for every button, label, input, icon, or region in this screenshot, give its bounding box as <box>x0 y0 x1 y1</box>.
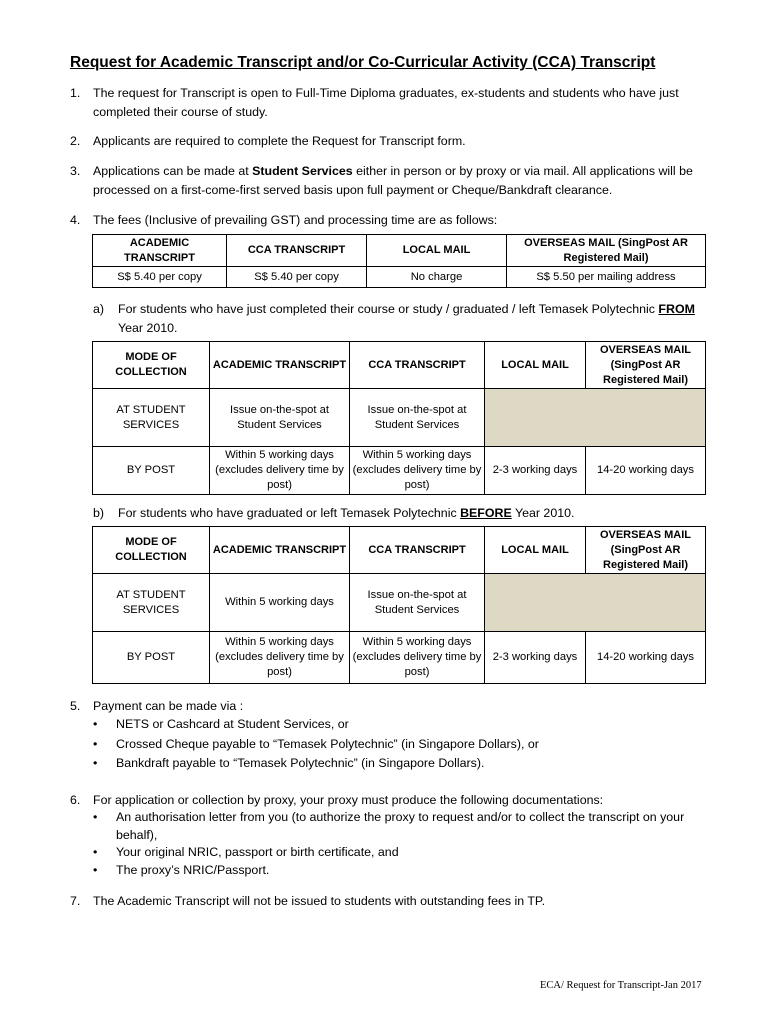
table-cell: BY POST <box>93 632 210 684</box>
header-overseas-mail: OVERSEAS MAIL (SingPost AR Registered Mail) <box>586 342 706 389</box>
list-item: • Bankdraft payable to “Temasek Polytechnic” (in Singapore Dollars). <box>93 755 713 773</box>
table-cell: 14-20 working days <box>586 632 706 684</box>
table-cell: 2-3 working days <box>485 632 586 684</box>
item-number: 7. <box>70 894 81 908</box>
header-cca-transcript: CCA TRANSCRIPT <box>227 235 367 267</box>
header-mode-of-collection: MODE OF COLLECTION <box>93 342 210 389</box>
item-text: Applicants are required to complete the Request for Transcript form. <box>93 134 466 148</box>
header-academic-transcript: ACADEMIC TRANSCRIPT <box>210 527 350 574</box>
header-local-mail: LOCAL MAIL <box>485 342 586 389</box>
table-row <box>93 632 706 684</box>
shaded-cell <box>485 389 706 447</box>
page-title: Request for Academic Transcript and/or Co-Curricular Activity (CCA) Transcript <box>70 54 656 71</box>
header-local-mail: LOCAL MAIL <box>367 235 507 267</box>
header-overseas-mail: OVERSEAS MAIL (SingPost AR Registered Mail) <box>586 527 706 574</box>
table-cell: No charge <box>367 267 507 288</box>
table-cell: Within 5 working days (excludes delivery time by post) <box>350 632 485 684</box>
table-cell: Within 5 working days (excludes delivery time by post) <box>210 447 350 495</box>
proxy-documents-list <box>93 809 713 879</box>
table-row <box>93 447 706 495</box>
item-number: 6. <box>70 793 81 807</box>
item-text: The Academic Transcript will not be issued to students with outstanding fees in TP. <box>93 894 546 908</box>
table-cell: BY POST <box>93 447 210 495</box>
table-cell: S$ 5.40 per copy <box>93 267 227 288</box>
page-footer: ECA/ Request for Transcript-Jan 2017 <box>540 980 702 991</box>
table-cell: S$ 5.50 per mailing address <box>507 267 706 288</box>
header-academic-transcript: ACADEMIC TRANSCRIPT <box>93 235 227 267</box>
sub-item-letter: b) <box>93 506 105 520</box>
list-item: • NETS or Cashcard at Student Services, or <box>93 716 713 734</box>
list-item-7 <box>70 892 710 911</box>
before-emphasis: BEFORE <box>460 506 512 520</box>
sub-item-b <box>93 504 713 523</box>
item-number: 5. <box>70 699 81 713</box>
table-cell: AT STUDENT SERVICES <box>93 574 210 632</box>
header-academic-transcript: ACADEMIC TRANSCRIPT <box>210 342 350 389</box>
collection-table-before-2010 <box>92 526 706 684</box>
table-row <box>93 574 706 632</box>
from-emphasis: FROM <box>658 302 695 316</box>
table-cell: Issue on-the-spot at Student Services <box>350 574 485 632</box>
sub-item-letter: a) <box>93 302 105 316</box>
student-services-emphasis: Student Services <box>252 164 353 178</box>
table-cell: Within 5 working days <box>210 574 350 632</box>
list-item: • The proxy’s NRIC/Passport. <box>93 862 713 880</box>
item-text: For application or collection by proxy, your proxy must produce the following documentations: <box>93 793 604 807</box>
header-local-mail: LOCAL MAIL <box>485 527 586 574</box>
header-overseas-mail: OVERSEAS MAIL (SingPost AR Registered Mail) <box>507 235 706 267</box>
collection-table-from-2010 <box>92 341 706 495</box>
table-header-row <box>93 342 706 389</box>
item-text: Payment can be made via : <box>93 699 244 713</box>
list-item-5 <box>70 697 710 716</box>
item-text: Applications can be made at Student Services either in person or by proxy or via mail. All applications will be processed on a first-come-first served basis upon full payment or Cheque/Bankdraft clearance. <box>93 164 693 197</box>
list-item-2 <box>70 132 710 151</box>
table-row <box>93 267 706 288</box>
sub-item-a <box>93 300 713 338</box>
list-item: • An authorisation letter from you (to authorize the proxy to request and/or to collect the transcript on your behalf), <box>93 809 713 844</box>
table-cell: Issue on-the-spot at Student Services <box>210 389 350 447</box>
item-number: 3. <box>70 164 81 178</box>
shaded-cell <box>485 574 706 632</box>
table-cell: AT STUDENT SERVICES <box>93 389 210 447</box>
table-header-row <box>93 527 706 574</box>
table-cell: 2-3 working days <box>485 447 586 495</box>
item-text: The request for Transcript is open to Full-Time Diploma graduates, ex-students and students who have just completed their course of study. <box>93 86 679 119</box>
table-header-row <box>93 235 706 267</box>
item-text: The fees (Inclusive of prevailing GST) and processing time are as follows: <box>93 213 498 227</box>
payment-methods-list <box>93 716 713 773</box>
sub-item-text: For students who have graduated or left Temasek Polytechnic BEFORE Year 2010. <box>118 506 575 520</box>
list-item-1 <box>70 84 710 122</box>
table-cell: Issue on-the-spot at Student Services <box>350 389 485 447</box>
header-cca-transcript: CCA TRANSCRIPT <box>350 342 485 389</box>
header-mode-of-collection: MODE OF COLLECTION <box>93 527 210 574</box>
header-cca-transcript: CCA TRANSCRIPT <box>350 527 485 574</box>
list-item-4 <box>70 211 710 230</box>
sub-item-text: For students who have just completed their course or study / graduated / left Temasek Polytechnic FROM Year 2010. <box>118 302 695 335</box>
table-row <box>93 389 706 447</box>
table-cell: Within 5 working days (excludes delivery time by post) <box>210 632 350 684</box>
list-item-3 <box>70 162 710 200</box>
item-number: 4. <box>70 213 81 227</box>
list-item-6 <box>70 791 710 810</box>
table-cell: S$ 5.40 per copy <box>227 267 367 288</box>
list-item: • Your original NRIC, passport or birth certificate, and <box>93 844 713 862</box>
item-number: 1. <box>70 86 81 100</box>
list-item: • Crossed Cheque payable to “Temasek Polytechnic” (in Singapore Dollars), or <box>93 736 713 754</box>
table-cell: 14-20 working days <box>586 447 706 495</box>
table-cell: Within 5 working days (excludes delivery time by post) <box>350 447 485 495</box>
item-number: 2. <box>70 134 81 148</box>
fees-table <box>92 234 706 288</box>
